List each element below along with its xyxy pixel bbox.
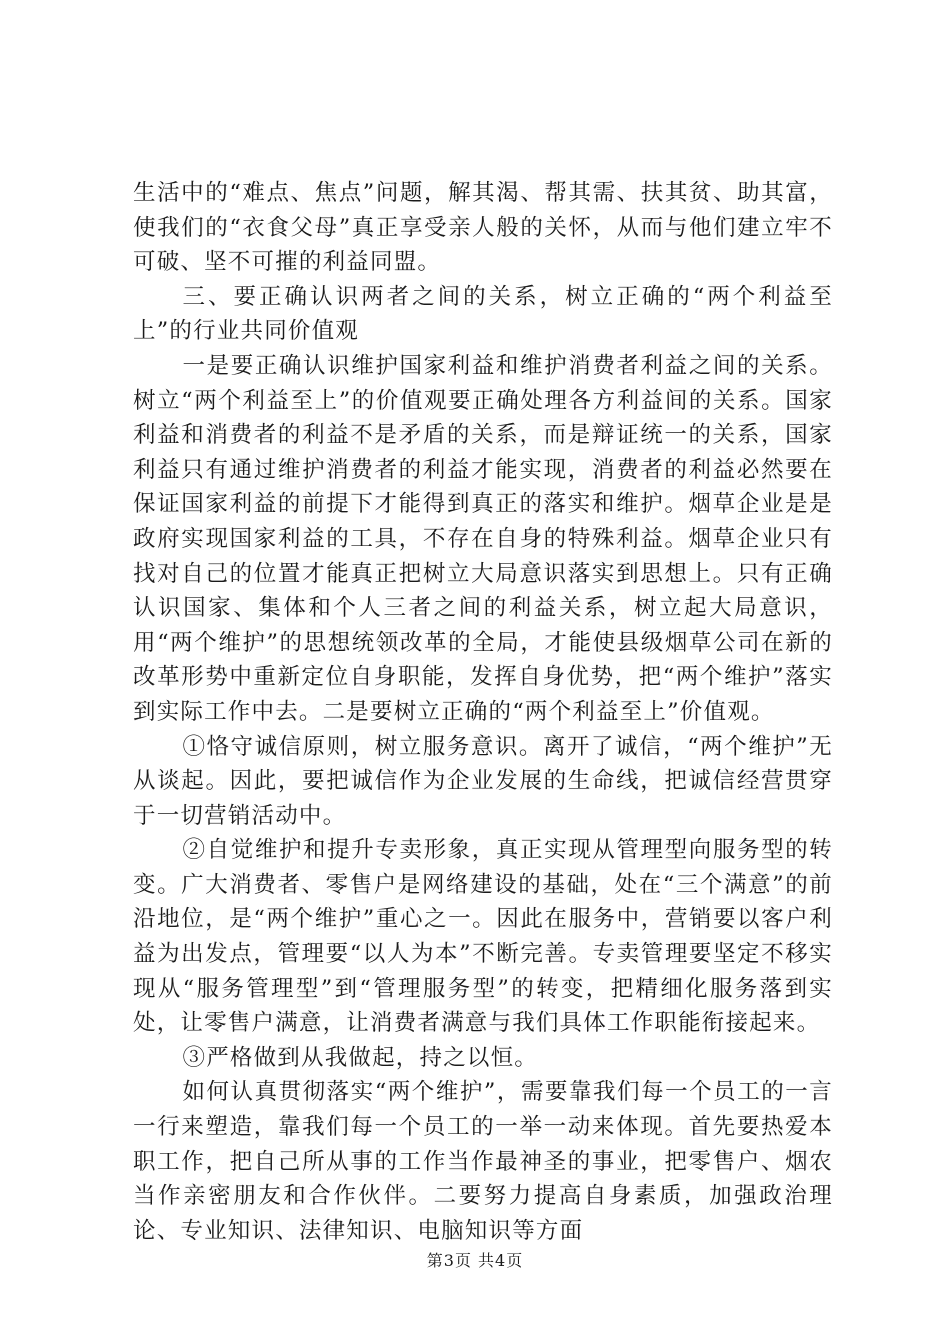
paragraph-continuation: 生活中的“难点、焦点”问题，解其渴、帮其需、扶其贫、助其富，使我们的“衣食父母”真正享受亲人般的关怀，从而与他们建立牢不可破、坚不可摧的利益同盟。	[133, 180, 833, 276]
paragraph-implementation: 如何认真贯彻落实“两个维护”，需要靠我们每一个员工的一言一行来塑造，靠我们每一个员工的一举一动来体现。首先要热爱本职工作，把自己所从事的工作当作最神圣的事业，把零售户、烟农当作亲密朋友和合作伙伴。二要努力提高自身素质，加强政治理论、专业知识、法律知识、电脑知识等方面	[133, 1079, 833, 1244]
paragraph-relationship: 一是要正确认识维护国家利益和维护消费者利益之间的关系。树立“两个利益至上”的价值观要正确处理各方利益间的关系。国家利益和消费者的利益不是矛盾的关系，而是辩证统一的关系，国家利益只有通过维护消费者的利益才能实现，消费者的利益必然要在保证国家利益的前提下才能得到真正的落实和维护。烟草企业是是政府实现国家利益的工具，不存在自身的特殊利益。烟草企业只有找对自己的位置才能真正把树立大局意识落实到思想上。只有正确认识国家、集体和个人三者之间的利益关系，树立起大局意识，用“两个维护”的思想统领改革的全局，才能使县级烟草公司在新的改革形势中重新定位自身职能，发挥自身优势，把“两个维护”落实到实际工作中去。二是要树立正确的“两个利益至上”价值观。	[133, 352, 833, 725]
list-item-3: ③严格做到从我做起，持之以恒。	[182, 1044, 539, 1071]
list-item-2: ②自觉维护和提升专卖形象，真正实现从管理型向服务型的转变。广大消费者、零售户是网络建设的基础，处在“三个满意”的前沿地位，是“两个维护”重心之一。因此在服务中，营销要以客户利益为出发点，管理要“以人为本”不断完善。专卖管理要坚定不移实现从“服务管理型”到“管理服务型”的转变，把精细化服务落到实处，让零售户满意，让消费者满意与我们具体工作职能衔接起来。	[133, 837, 833, 1037]
section-heading-3: 三、要正确认识两者之间的关系，树立正确的“两个利益至上”的行业共同价值观	[133, 283, 833, 345]
list-item-1: ①恪守诚信原则，树立服务意识。离开了诚信，“两个维护”无从谈起。因此，要把诚信作为企业发展的生命线，把诚信经营贯穿于一切营销活动中。	[133, 733, 833, 829]
page-number-footer: 第3页 共4页	[426, 1251, 524, 1270]
document-body	[133, 176, 833, 1248]
